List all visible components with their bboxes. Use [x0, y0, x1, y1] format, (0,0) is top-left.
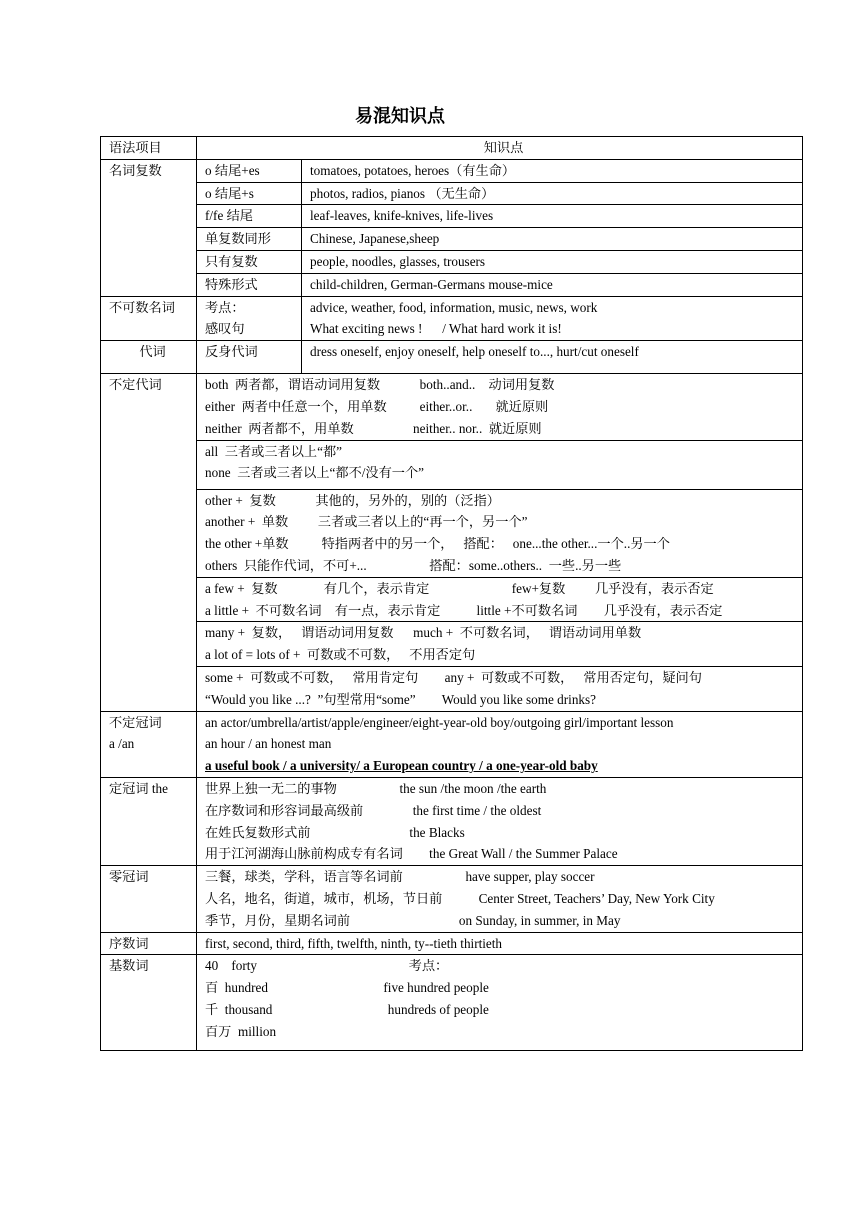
table-row	[101, 711, 803, 777]
content-line: all 三者或三者以上“都”	[205, 443, 342, 459]
rule-cell: f/fe 结尾	[197, 205, 302, 228]
rule-cell: o 结尾+es	[197, 159, 302, 182]
content-line: an actor/umbrella/artist/apple/engineer/eight-year-old boy/outgoing girl/important lesson	[205, 714, 674, 730]
content-line: others 只能作代词，不可+... 搭配：some..others.. 一些..另一些	[205, 557, 622, 573]
content-block	[197, 955, 803, 1051]
rule-cell: 反身代词	[197, 341, 302, 374]
example-cell: dress oneself, enjoy oneself, help oneself to..., hurt/cut oneself	[302, 341, 803, 374]
category-indefinite-pronoun: 不定代词	[101, 374, 197, 711]
category-cardinal: 基数词	[101, 955, 197, 1051]
table-row	[101, 250, 803, 273]
content-line: many + 复数， 谓语动词用复数 much + 不可数名词， 谓语动词用单数	[205, 625, 642, 641]
content-line: either 两者中任意一个，用单数 either..or.. 就近原则	[205, 398, 549, 414]
content-line: 40 forty 考点：	[205, 958, 449, 974]
example-cell: photos, radios, pianos （无生命）	[302, 182, 803, 205]
content-line: 三餐，球类，学科，语言等名词前 have supper, play soccer	[205, 869, 595, 885]
table-row	[101, 159, 803, 182]
content-line: 千 thousand hundreds of people	[205, 1001, 489, 1017]
table-header-row	[101, 137, 803, 160]
category-indefinite-article	[101, 711, 197, 777]
content-line: 在姓氏复数形式前 the Blacks	[205, 824, 465, 840]
content-line: the other +单数 特指两者中的另一个， 搭配： one...the other...一个..另一个	[205, 536, 670, 552]
content-line: 世界上独一无二的事物 the sun /the moon /the earth	[205, 780, 547, 796]
example-cell: tomatoes, potatoes, heroes（有生命）	[302, 159, 803, 182]
category-uncountable: 不可数名词	[101, 296, 197, 341]
example-cell: leaf-leaves, knife-knives, life-lives	[302, 205, 803, 228]
example-cell: Chinese, Japanese,sheep	[302, 228, 803, 251]
content-block	[197, 777, 803, 865]
content-line: “Would you like ...? ”句型常用“some” Would you like some drinks?	[205, 691, 596, 707]
table-row	[101, 866, 803, 932]
content-block	[197, 866, 803, 932]
category-pronoun: 代词	[101, 341, 197, 374]
rule-cell: 特殊形式	[197, 273, 302, 296]
content-block	[197, 489, 803, 577]
content-line: a lot of = lots of + 可数或不可数， 不用否定句	[205, 647, 476, 663]
content-block	[197, 440, 803, 489]
table-row	[101, 296, 803, 341]
table-row	[101, 273, 803, 296]
content-line: both 两者都，谓语动词用复数 both..and.. 动词用复数	[205, 377, 555, 393]
content-line: neither 两者都不，用单数 neither.. nor.. 就近原则	[205, 420, 542, 436]
content-block	[197, 666, 803, 711]
rule-line: 考点：	[205, 299, 245, 315]
table-row	[101, 577, 803, 622]
content-line: 在序数词和形容词最高级前 the first time / the oldest	[205, 802, 542, 818]
content-block: first, second, third, fifth, twelfth, ninth, ty--tieth thirtieth	[197, 932, 803, 955]
content-line: some + 可数或不可数， 常用肯定句 any + 可数或不可数， 常用否定句，疑问句	[205, 669, 702, 685]
highlighted-line: a useful book / a university/ a European country / a one-year-old baby	[205, 758, 598, 774]
content-block	[197, 577, 803, 622]
content-line: 用于江河湖海山脉前构成专有名词 the Great Wall / the Summer Palace	[205, 846, 618, 862]
table-row	[101, 182, 803, 205]
rule-cell: 只有复数	[197, 250, 302, 273]
table-row	[101, 932, 803, 955]
content-line: a few + 复数 有几个，表示肯定 few+复数 几乎没有，表示否定	[205, 580, 714, 596]
table-row	[101, 489, 803, 577]
content-line: 百万 million	[205, 1023, 277, 1039]
table-row	[101, 205, 803, 228]
example-cell: people, noodles, glasses, trousers	[302, 250, 803, 273]
rule-cell	[197, 296, 302, 341]
rule-cell: o 结尾+s	[197, 182, 302, 205]
grammar-table	[100, 136, 803, 1051]
example-cell	[302, 296, 803, 341]
content-line: an hour / an honest man	[205, 736, 332, 752]
content-line: 季节，月份，星期名词前 on Sunday, in summer, in May	[205, 912, 621, 928]
category-definite-article: 定冠词 the	[101, 777, 197, 865]
example-cell: child-children, German-Germans mouse-mice	[302, 273, 803, 296]
content-line: none 三者或三者以上“都不/没有一个”	[205, 465, 425, 481]
document-title: 易混知识点	[355, 106, 445, 127]
content-line: another + 单数 三者或三者以上的“再一个，另一个”	[205, 514, 528, 530]
content-line: 百 hundred five hundred people	[205, 980, 489, 996]
category-line: a /an	[109, 736, 135, 752]
rule-line: 感叹句	[205, 321, 245, 337]
header-knowledge-point: 知识点	[197, 137, 803, 160]
table-row	[101, 666, 803, 711]
table-row	[101, 341, 803, 374]
content-block	[197, 374, 803, 440]
example-line: advice, weather, food, information, music, news, work	[310, 299, 598, 315]
content-block	[197, 711, 803, 777]
category-zero-article: 零冠词	[101, 866, 197, 932]
content-line: 人名，地名，街道，城市，机场，节日前 Center Street, Teachers’ Day, New York City	[205, 890, 715, 906]
content-line: a little + 不可数名词 有一点，表示肯定 little +不可数名词 几乎没有，表示否定	[205, 602, 723, 618]
content-line: other + 复数 其他的，另外的，别的（泛指）	[205, 492, 500, 508]
table-row	[101, 777, 803, 865]
category-noun-plural: 名词复数	[101, 159, 197, 296]
header-grammar-item: 语法项目	[101, 137, 197, 160]
table-row	[101, 622, 803, 667]
example-line: What exciting news ! / What hard work it is!	[310, 321, 562, 337]
content-block	[197, 622, 803, 667]
rule-cell: 单复数同形	[197, 228, 302, 251]
category-ordinal: 序数词	[101, 932, 197, 955]
table-row	[101, 440, 803, 489]
table-row	[101, 228, 803, 251]
table-row	[101, 374, 803, 440]
table-row	[101, 955, 803, 1051]
category-line: 不定冠词	[109, 714, 162, 730]
